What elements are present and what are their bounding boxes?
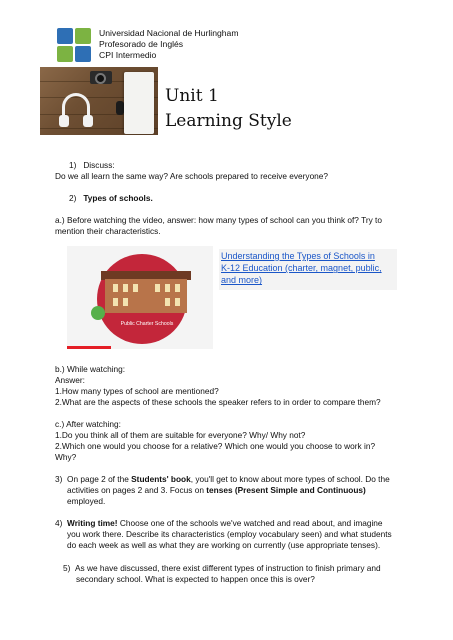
q5-line-1: 5) As we have discussed, there exist different types of instruction to finish primary and (63, 563, 381, 573)
part-b-item-2: 2.What are the aspects of these schools the speaker refers to in order to compare them? (55, 397, 381, 407)
part-c-item-3: Why? (55, 452, 77, 462)
video-progress-bar (67, 346, 111, 349)
q2-heading: 2) Types of schools. (69, 193, 153, 203)
q3-line-1: 3) On page 2 of the Students' book, you'll get to know about more types of school. Do the (55, 474, 390, 484)
video-thumbnail[interactable] (67, 246, 213, 349)
q4-line-1: 4) Writing time! Choose one of the schools we've watched and read about, and imagine (55, 518, 383, 528)
q5-line-2: secondary school. What is expected to happen once this is over? (76, 574, 315, 584)
part-c-item-1: 1.Do you think all of them are suitable for everyone? Why/ Why not? (55, 430, 306, 440)
notebook-icon (124, 72, 154, 134)
unit-number: Unit 1 (165, 86, 219, 106)
q1-heading: 1) Discuss: (69, 160, 115, 170)
part-a-line-2: mention their characteristics. (55, 226, 161, 236)
institution-name: Universidad Nacional de Hurlingham (99, 28, 239, 38)
apple-icon (91, 306, 105, 320)
university-logo (57, 28, 91, 62)
part-b-heading: b.) While watching: (55, 364, 126, 374)
video-link[interactable]: Understanding the Types of Schools in K-12 Education (charter, magnet, public, and more) (219, 249, 397, 290)
institution-block (99, 28, 238, 62)
part-b-item-1: 1.How many types of school are mentioned? (55, 386, 219, 396)
q3-line-2: activities on pages 2 and 3. Focus on tenses (Present Simple and Continuous) (67, 485, 366, 495)
page-title (165, 84, 292, 134)
video-caption: Public Charter Schools (120, 321, 174, 327)
desk-photo (40, 67, 158, 135)
part-c-heading: c.) After watching: (55, 419, 121, 429)
sunglasses-icon (116, 101, 124, 115)
q4-line-3: do each week as well as what they are working on currently (use appropriate tenses). (67, 540, 381, 550)
part-a-line-1: a.) Before watching the video, answer: how many types of school can you think of? Try to (55, 215, 382, 225)
unit-topic: Learning Style (165, 111, 292, 131)
part-b-answer-label: Answer: (55, 375, 85, 385)
part-c-item-2: 2.Which one would you choose for a relative? Which one would you choose to work in? (55, 441, 376, 451)
program-name: Profesorado de Inglés (99, 39, 184, 50)
course-name: CPI Intermedio (99, 50, 157, 61)
q1-question: Do we all learn the same way? Are schools prepared to receive everyone? (55, 171, 329, 181)
q3-line-3: employed. (67, 496, 106, 506)
q4-line-2: you work there. Describe its characteristics (employ vocabulary seen) and what students (67, 529, 392, 539)
